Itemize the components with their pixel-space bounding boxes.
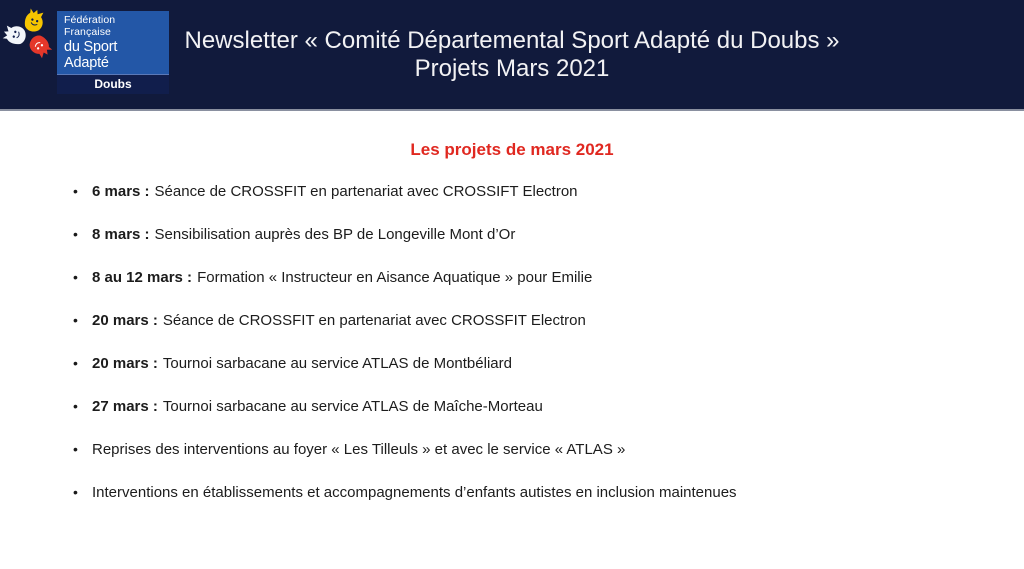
list-item <box>92 181 994 202</box>
bullet-text: Formation « Instructeur en Aisance Aquatique » pour Emilie <box>197 269 593 286</box>
bullet-date: 8 mars : <box>92 226 150 243</box>
bullet-text: Séance de CROSSFIT en partenariat avec CROSSIFT Electron <box>154 183 578 200</box>
section-heading: Les projets de mars 2021 <box>410 140 614 159</box>
slide-header <box>0 0 1024 111</box>
bullet-text: Interventions en établissements et accompagnements d’enfants autistes en inclusion maintenues <box>92 484 737 501</box>
bullet-text: Tournoi sarbacane au service ATLAS de Montbéliard <box>162 355 512 372</box>
title-line-2: Projets Mars 2021 <box>414 55 610 82</box>
slide-title <box>0 27 1024 83</box>
bullet-text: Sensibilisation auprès des BP de Longeville Mont d’Or <box>154 226 516 243</box>
bullet-date: 27 mars : <box>92 398 158 415</box>
logo-region-label: Doubs <box>57 74 169 94</box>
bullet-text: Tournoi sarbacane au service ATLAS de Maîche-Morteau <box>162 398 543 415</box>
projects-list <box>0 181 1024 503</box>
list-item <box>92 310 994 331</box>
bullet-date: 20 mars : <box>92 312 158 329</box>
list-item <box>92 224 994 245</box>
logo-org-line1: Fédération Française <box>64 14 116 38</box>
logo-org-line2: du Sport Adapté <box>64 38 118 71</box>
bullet-date: 8 au 12 mars : <box>92 269 193 286</box>
slide-body <box>0 111 1024 503</box>
list-item <box>92 439 994 460</box>
list-item <box>92 396 994 417</box>
list-item <box>92 267 994 288</box>
bullet-date: 6 mars : <box>92 183 150 200</box>
list-item <box>92 353 994 374</box>
list-item <box>92 482 994 503</box>
bullet-text: Reprises des interventions au foyer « Les Tilleuls » et avec le service « ATLAS » <box>92 441 626 458</box>
bullet-text: Séance de CROSSFIT en partenariat avec CROSSFIT Electron <box>162 312 586 329</box>
title-line-1: Newsletter « Comité Départemental Sport Adapté du Doubs » <box>184 27 840 54</box>
bullet-date: 20 mars : <box>92 355 158 372</box>
